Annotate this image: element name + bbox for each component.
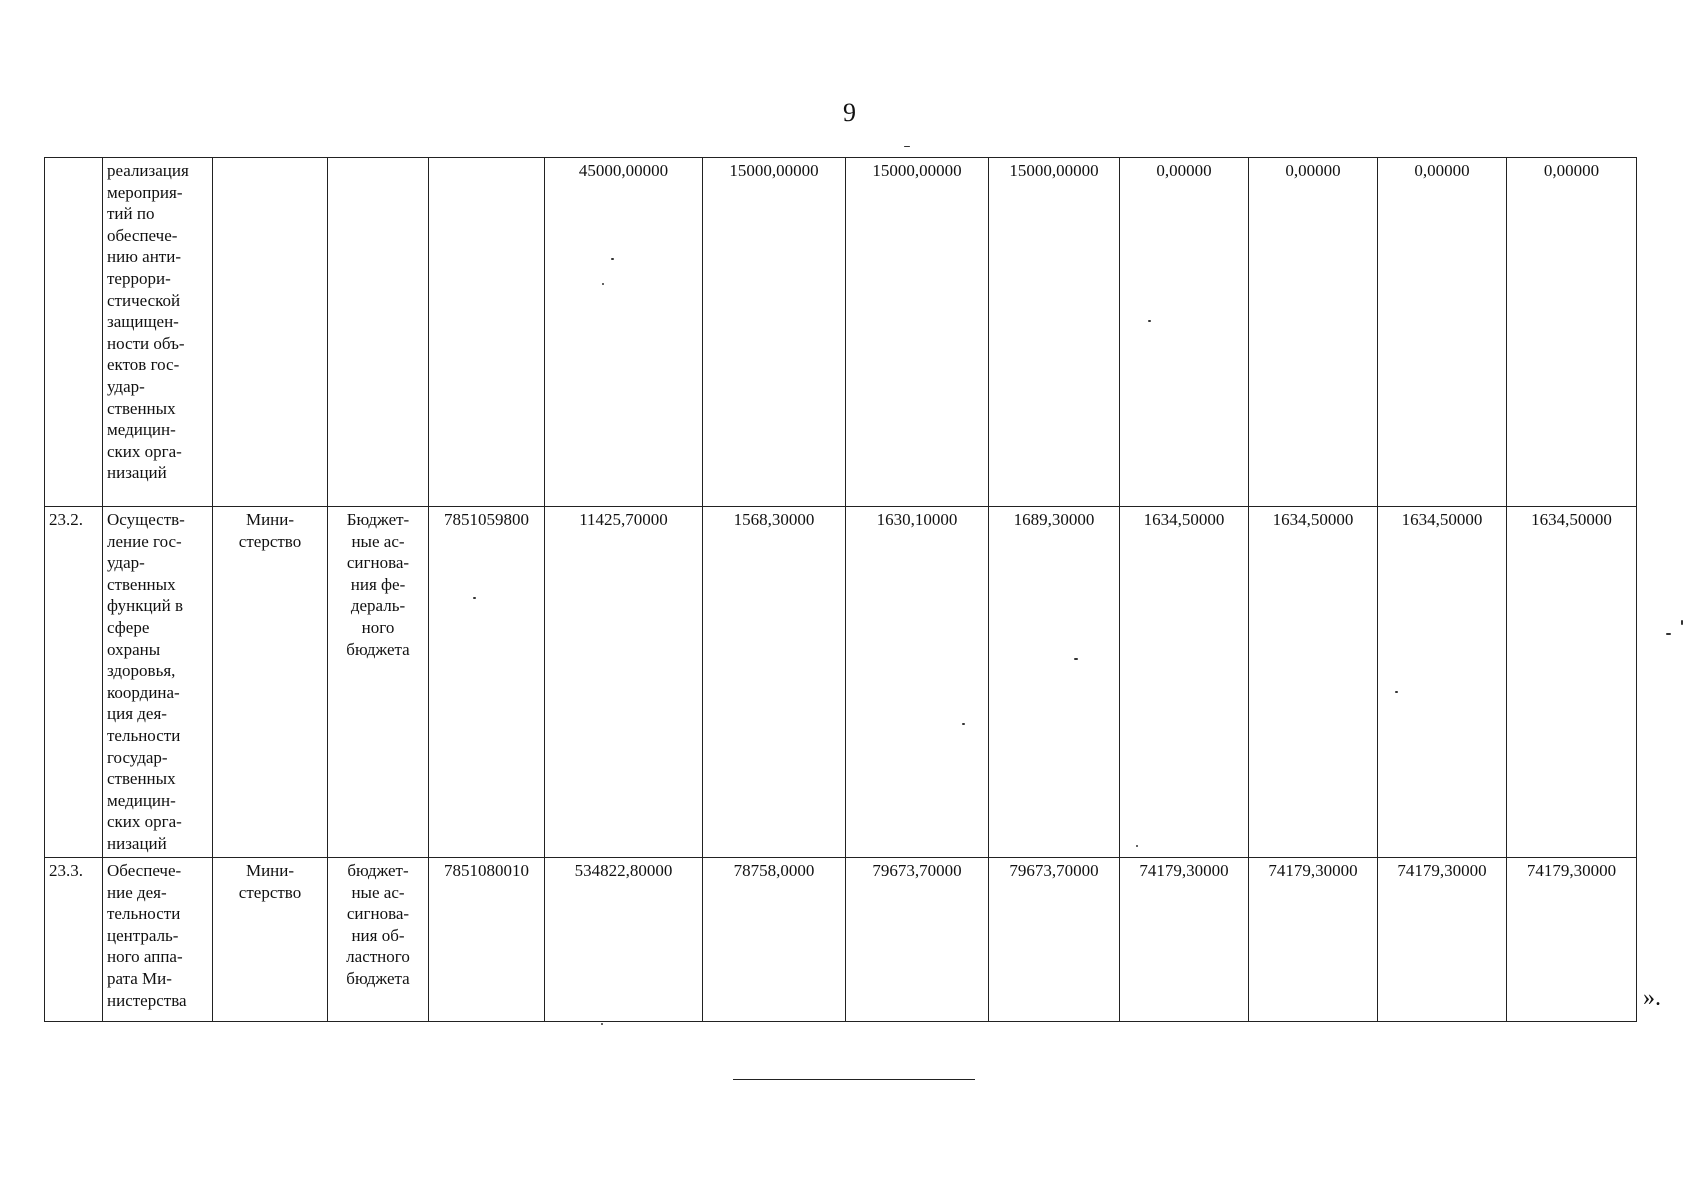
- year-value-cell: 1634,50000: [1249, 507, 1378, 858]
- measure-name-cell: Обеспече- ние дея- тельности централь- ного аппа- рата Ми- нистерства: [103, 858, 213, 1022]
- scan-speck: [904, 146, 910, 147]
- funding-source-cell: Бюджет- ные ас- сигнова- ния фе- дераль- ного бюджета: [328, 507, 429, 858]
- measure-name-cell: Осуществ- ление гос- удар- ственных функций в сфере охраны здоровья, координа- ция дея- тельности государ- ственных медицин- ских орга- низаций: [103, 507, 213, 858]
- row-number-cell: 23.2.: [45, 507, 103, 858]
- closing-quote-mark: ».: [1643, 985, 1661, 1011]
- year-value-cell: 1634,50000: [1378, 507, 1507, 858]
- scan-speck: [611, 258, 614, 260]
- year-value-cell: 1689,30000: [989, 507, 1120, 858]
- year-value-cell: 79673,70000: [989, 858, 1120, 1022]
- year-value-cell: 74179,30000: [1249, 858, 1378, 1022]
- budget-table: [44, 157, 1637, 1022]
- year-value-cell: 1634,50000: [1120, 507, 1249, 858]
- year-value-cell: 1630,10000: [846, 507, 989, 858]
- page-number: 9: [843, 98, 856, 127]
- year-value-cell: 79673,70000: [846, 858, 989, 1022]
- total-value-cell: 534822,80000: [545, 858, 703, 1022]
- year-value-cell: 1568,30000: [703, 507, 846, 858]
- row-number-cell: 23.3.: [45, 858, 103, 1022]
- total-value-cell: 11425,70000: [545, 507, 703, 858]
- scan-speck: [1395, 691, 1398, 693]
- table-row: [45, 158, 1637, 507]
- year-value-cell: 15000,00000: [846, 158, 989, 507]
- scan-speck: [962, 723, 965, 725]
- table-row: [45, 858, 1637, 1022]
- year-value-cell: 0,00000: [1507, 158, 1637, 507]
- measure-name-cell: реализация мероприя- тий по обеспече- нию анти- террори- стической защищен- ности объ- ектов гос- удар- ственных медицин- ских орга- низаций: [103, 158, 213, 507]
- scan-speck: [473, 597, 476, 599]
- year-value-cell: 15000,00000: [703, 158, 846, 507]
- year-value-cell: 1634,50000: [1507, 507, 1637, 858]
- scan-speck: [1148, 320, 1151, 322]
- scan-speck: [1681, 620, 1683, 625]
- year-value-cell: 0,00000: [1378, 158, 1507, 507]
- scan-speck: [601, 1023, 603, 1025]
- year-value-cell: 0,00000: [1120, 158, 1249, 507]
- scan-speck: [602, 283, 604, 285]
- executor-cell: [213, 158, 328, 507]
- bottom-divider-line: [733, 1079, 975, 1080]
- year-value-cell: 74179,30000: [1507, 858, 1637, 1022]
- total-value-cell: 45000,00000: [545, 158, 703, 507]
- budget-code-cell: 7851080010: [429, 858, 545, 1022]
- year-value-cell: 74179,30000: [1120, 858, 1249, 1022]
- table-row: [45, 507, 1637, 858]
- budget-code-cell: 7851059800: [429, 507, 545, 858]
- funding-source-cell: бюджет- ные ас- сигнова- ния об- ластного бюджета: [328, 858, 429, 1022]
- row-number-cell: [45, 158, 103, 507]
- year-value-cell: 0,00000: [1249, 158, 1378, 507]
- scan-speck: [1074, 658, 1078, 660]
- year-value-cell: 74179,30000: [1378, 858, 1507, 1022]
- funding-source-cell: [328, 158, 429, 507]
- budget-code-cell: [429, 158, 545, 507]
- scan-speck: [1136, 845, 1138, 847]
- year-value-cell: 15000,00000: [989, 158, 1120, 507]
- year-value-cell: 78758,0000: [703, 858, 846, 1022]
- scan-speck: [1666, 633, 1671, 635]
- executor-cell: Мини- стерство: [213, 858, 328, 1022]
- executor-cell: Мини- стерство: [213, 507, 328, 858]
